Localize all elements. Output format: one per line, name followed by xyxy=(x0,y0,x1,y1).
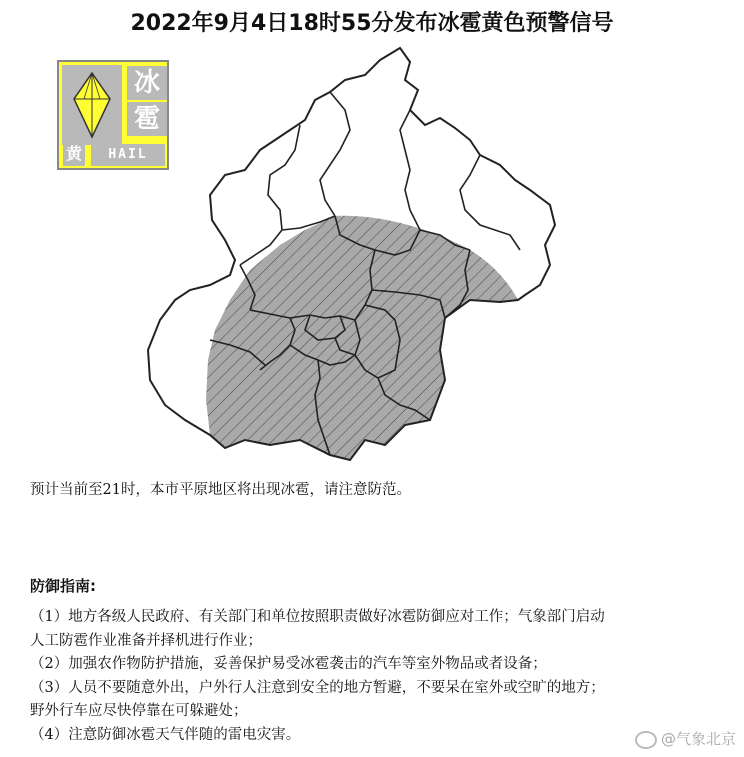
guide-line: （2）加强农作物防护措施，妥善保护易受冰雹袭击的汽车等室外物品或者设备； xyxy=(30,656,547,672)
watermark-text: @气象北京 xyxy=(660,730,736,748)
watermark xyxy=(635,728,736,749)
badge-level: 黄 xyxy=(63,142,85,166)
forecast-text: 预计当前至21时，本市平原地区将出现冰雹，请注意防范。 xyxy=(30,482,411,498)
hail-diamond-icon xyxy=(62,65,122,145)
guide-line: （3）人员不要随意外出，户外行人注意到安全的地方暂避，不要呆在室外或空旷的地方； xyxy=(30,679,605,696)
page-title: 2022年9月4日18时55分发布冰雹黄色预警信号 xyxy=(130,11,614,36)
guide-line: 人工防雹作业准备并择机进行作业； xyxy=(30,632,262,649)
beijing-district-map xyxy=(140,40,560,470)
weibo-icon xyxy=(635,731,657,749)
warning-area xyxy=(206,216,518,460)
badge-label-bao: 雹 xyxy=(127,102,167,136)
badge-label-bing: 冰 xyxy=(127,66,167,100)
guide-line: 野外行车应尽快停靠在可躲避处； xyxy=(30,703,248,719)
guide-line: （1）地方各级人民政府、有关部门和单位按照职责做好冰雹防御应对工作；气象部门启动 xyxy=(30,609,605,625)
guide-line: （4）注意防御冰雹天气伴随的雷电灾害。 xyxy=(30,726,301,743)
guide-title: 防御指南: xyxy=(30,577,96,595)
badge-english: HAIL xyxy=(91,144,165,166)
guide-list xyxy=(30,606,740,747)
